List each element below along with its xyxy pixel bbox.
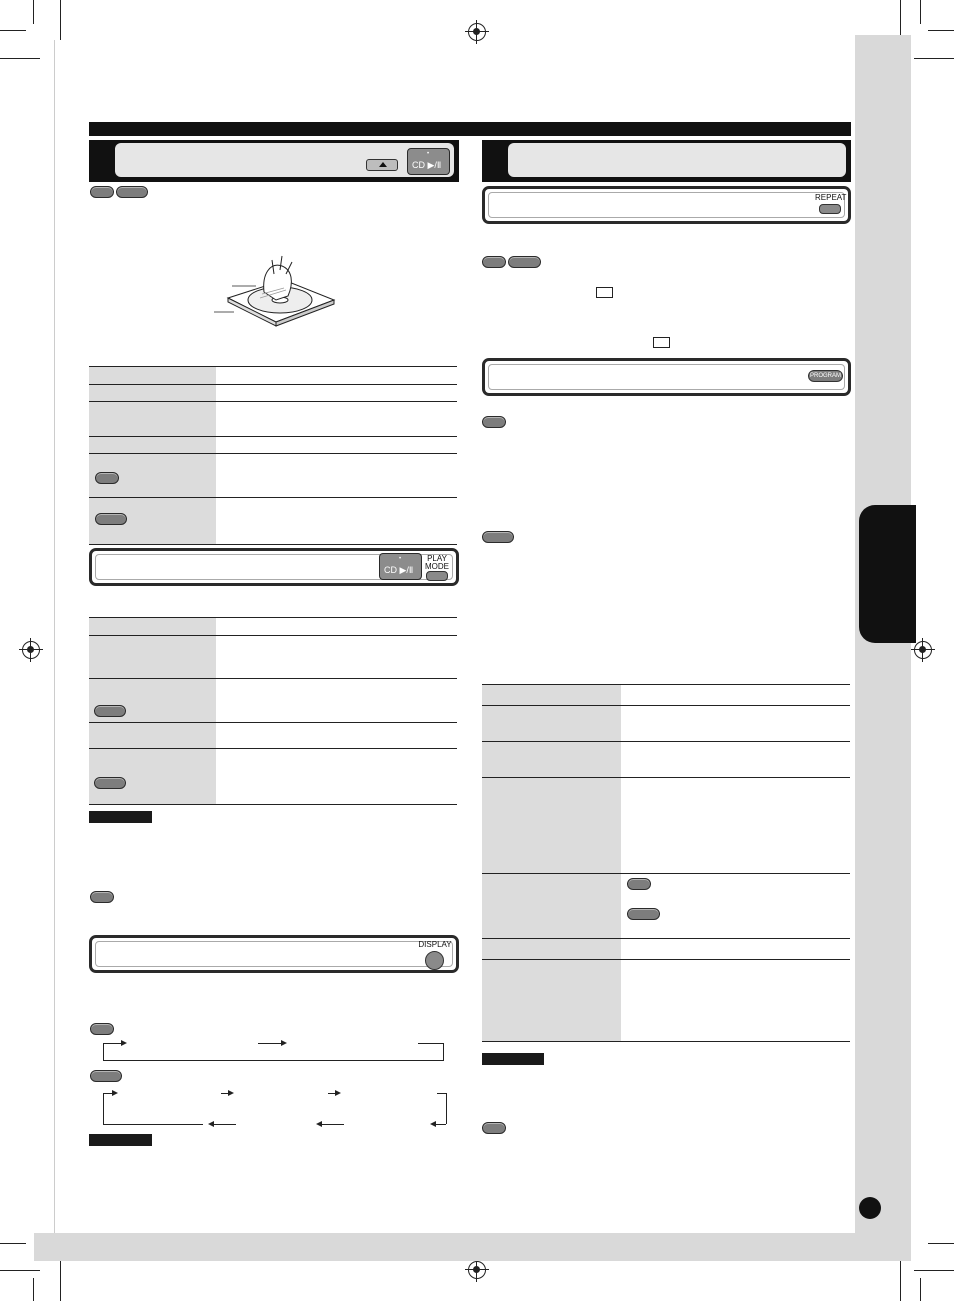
table-row: [89, 367, 457, 385]
arrow-right-icon: [121, 1040, 127, 1046]
cd-play-pause-label: CD ▶/Ⅱ: [412, 160, 442, 170]
section-header-display: [89, 935, 459, 973]
format-pill: [90, 891, 114, 903]
table-row: [482, 778, 850, 874]
table-row: [89, 402, 457, 437]
repeat-button[interactable]: [819, 204, 841, 214]
crop-mark: [60, 1261, 61, 1301]
arrow-right-icon: [335, 1090, 341, 1096]
arrow-left-icon: [208, 1121, 214, 1127]
cd-play-pause-button[interactable]: [379, 553, 422, 580]
flow-line: [103, 1124, 203, 1125]
crop-mark: [33, 1278, 34, 1301]
table-row: [482, 706, 850, 742]
crop-mark: [914, 58, 954, 59]
flow-line: [212, 1124, 236, 1125]
page-margin-bottom: [34, 1233, 911, 1261]
flow-line: [103, 1060, 444, 1061]
display-button[interactable]: [425, 951, 444, 970]
flow-line: [418, 1043, 443, 1044]
play-mode-label-line1: PLAY: [427, 554, 447, 563]
table-row: [482, 939, 850, 960]
repeat-label: REPEAT: [815, 193, 847, 202]
note-label: [89, 811, 152, 823]
play-mode-button[interactable]: [426, 571, 448, 581]
display-indicator-box: [653, 337, 670, 348]
table-row: [482, 742, 850, 778]
table-row: [89, 636, 457, 679]
format-pill: [627, 908, 660, 920]
registration-mark-left: [22, 641, 40, 659]
registration-mark-right: [914, 641, 932, 659]
section-header-cd-modes: [482, 140, 851, 182]
cd-play-pause-label: CD ▶/Ⅱ: [384, 565, 414, 575]
program-table: [482, 684, 850, 1042]
table-row: [89, 749, 457, 805]
format-pill: [482, 256, 506, 268]
flow-line: [103, 1043, 104, 1060]
format-pill: [627, 878, 651, 890]
table-row: [89, 679, 457, 723]
flow-line: [103, 1043, 123, 1044]
crop-mark: [920, 0, 921, 24]
note-label: [482, 1053, 544, 1065]
crop-mark: [0, 1243, 26, 1244]
section-header-repeat: [482, 186, 851, 224]
format-pill: [90, 1070, 122, 1082]
format-pill: [482, 416, 506, 428]
note-label: [89, 1134, 152, 1146]
arrow-left-icon: [316, 1121, 322, 1127]
table-row: [482, 874, 850, 939]
chapter-side-tab: [859, 505, 916, 643]
table-row: [89, 723, 457, 749]
crop-mark: [920, 1278, 921, 1301]
arrow-right-icon: [228, 1090, 234, 1096]
format-pill: [116, 186, 148, 198]
registration-mark-bottom: [468, 1261, 486, 1279]
arrow-right-icon: [112, 1090, 118, 1096]
format-pill: [94, 705, 126, 717]
sensor-dot: •: [427, 151, 430, 157]
program-label: PROGRAM: [809, 373, 841, 379]
crop-mark: [900, 0, 901, 40]
crop-mark: [914, 1270, 954, 1271]
format-pill: [482, 1122, 506, 1134]
table-row: [482, 685, 850, 706]
crop-mark: [0, 1270, 40, 1271]
table-row: [89, 498, 457, 545]
crop-mark: [928, 30, 954, 31]
play-mode-label-line2: MODE: [425, 562, 449, 571]
arrow-right-icon: [281, 1040, 287, 1046]
page-number-marker: [859, 1197, 881, 1219]
format-pill: [94, 777, 126, 789]
flow-line: [437, 1093, 446, 1094]
crop-mark: [0, 58, 40, 59]
format-pill: [90, 1023, 114, 1035]
table-row: [89, 454, 457, 498]
table-row: [482, 960, 850, 1042]
flow-line: [446, 1093, 447, 1124]
flow-line: [320, 1124, 344, 1125]
display-label: DISPLAY: [418, 940, 452, 949]
crop-mark: [60, 0, 61, 40]
registration-mark-top: [468, 23, 486, 41]
eject-icon[interactable]: [366, 159, 398, 171]
format-pill: [95, 513, 127, 525]
flow-line: [443, 1043, 444, 1060]
page-header-bar: [89, 122, 851, 136]
section-header-cd-play: [89, 140, 459, 182]
play-mode-label: [424, 555, 450, 571]
crop-mark: [928, 1243, 954, 1244]
crop-mark: [0, 30, 26, 31]
table-row: [89, 437, 457, 454]
format-pill: [508, 256, 541, 268]
sensor-dot: •: [399, 556, 402, 562]
cd-operation-table: [89, 366, 457, 545]
table-row: [89, 618, 457, 636]
flow-line: [103, 1093, 104, 1124]
crop-mark: [33, 0, 34, 24]
format-pill: [482, 531, 514, 543]
flow-line: [258, 1043, 283, 1044]
arrow-left-icon: [430, 1121, 436, 1127]
table-row: [89, 385, 457, 402]
play-mode-table: [89, 617, 457, 805]
format-pill: [90, 186, 114, 198]
section-header-program: [482, 358, 851, 396]
page-edge-line: [54, 40, 55, 1240]
cd-play-pause-button[interactable]: [407, 148, 450, 175]
program-button[interactable]: [808, 370, 843, 382]
crop-mark: [900, 1261, 901, 1301]
format-pill: [95, 472, 119, 484]
disc-tray-illustration: [214, 252, 339, 332]
display-indicator-box: [596, 287, 613, 298]
